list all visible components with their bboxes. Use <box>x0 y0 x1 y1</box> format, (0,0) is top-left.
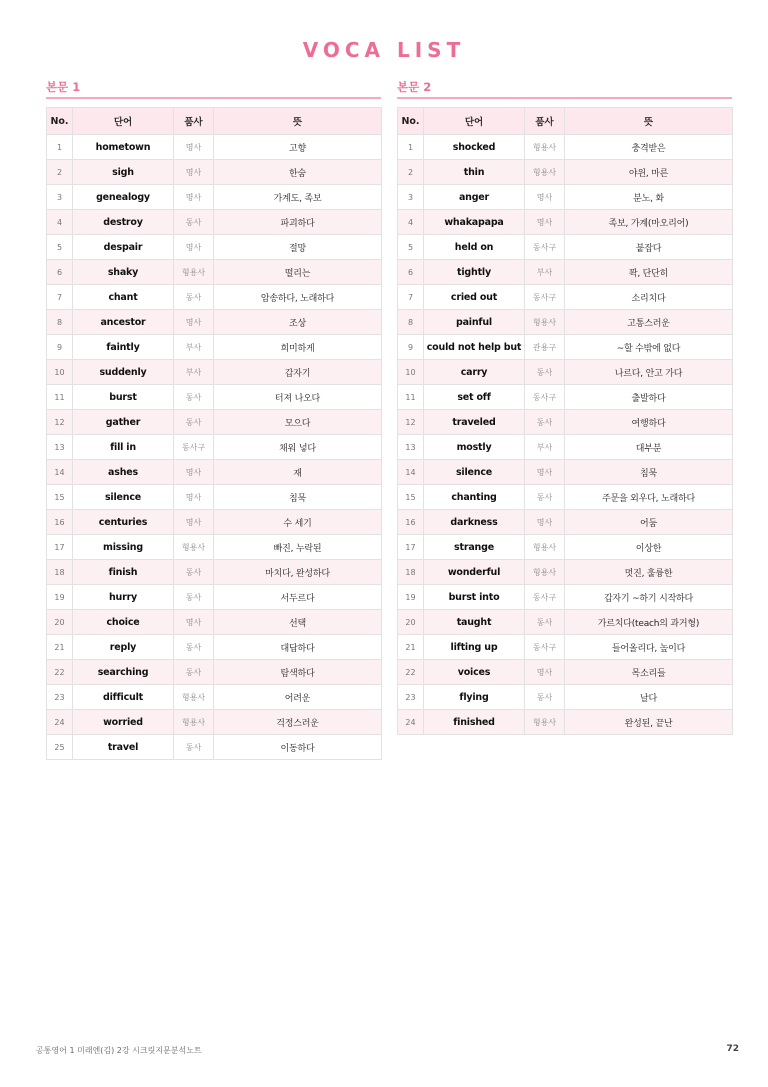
row-word: held on <box>424 235 525 260</box>
row-number: 16 <box>47 510 73 535</box>
table-row <box>47 735 382 760</box>
row-meaning: 소리치다 <box>565 285 733 310</box>
row-part-of-speech: 형용사 <box>174 710 214 735</box>
row-meaning: ~할 수밖에 없다 <box>565 335 733 360</box>
row-word: mostly <box>424 435 525 460</box>
table-row <box>47 385 382 410</box>
table-row <box>398 510 733 535</box>
row-part-of-speech: 형용사 <box>525 535 565 560</box>
row-meaning: 모으다 <box>214 410 382 435</box>
row-number: 5 <box>398 235 424 260</box>
row-number: 25 <box>47 735 73 760</box>
row-meaning: 목소리들 <box>565 660 733 685</box>
row-number: 6 <box>398 260 424 285</box>
row-word: burst <box>73 385 174 410</box>
row-word: missing <box>73 535 174 560</box>
row-word: cried out <box>424 285 525 310</box>
table-row <box>398 710 733 735</box>
row-word: lifting up <box>424 635 525 660</box>
row-part-of-speech: 명사 <box>525 210 565 235</box>
section-1 <box>46 78 381 760</box>
row-part-of-speech: 동사 <box>174 635 214 660</box>
row-meaning: 가르치다(teach의 과거형) <box>565 610 733 635</box>
row-meaning: 출발하다 <box>565 385 733 410</box>
row-part-of-speech: 동사구 <box>525 385 565 410</box>
row-meaning: 여행하다 <box>565 410 733 435</box>
row-meaning: 마치다, 완성하다 <box>214 560 382 585</box>
row-part-of-speech: 형용사 <box>174 685 214 710</box>
row-meaning: 조상 <box>214 310 382 335</box>
header-pos: 품사 <box>174 108 214 135</box>
table-row <box>47 135 382 160</box>
row-word: faintly <box>73 335 174 360</box>
row-word: travel <box>73 735 174 760</box>
row-number: 21 <box>398 635 424 660</box>
row-part-of-speech: 명사 <box>525 460 565 485</box>
table-row <box>398 260 733 285</box>
row-part-of-speech: 동사 <box>525 410 565 435</box>
row-word: silence <box>424 460 525 485</box>
row-meaning: 암송하다, 노래하다 <box>214 285 382 310</box>
row-part-of-speech: 명사 <box>525 185 565 210</box>
row-meaning: 한숨 <box>214 160 382 185</box>
table-row <box>398 335 733 360</box>
row-word: ancestor <box>73 310 174 335</box>
row-part-of-speech: 동사 <box>525 610 565 635</box>
row-number: 6 <box>47 260 73 285</box>
row-word: despair <box>73 235 174 260</box>
row-meaning: 멋진, 훌륭한 <box>565 560 733 585</box>
table-row <box>47 635 382 660</box>
table-row <box>47 285 382 310</box>
row-meaning: 이상한 <box>565 535 733 560</box>
row-meaning: 어둠 <box>565 510 733 535</box>
row-meaning: 희미하게 <box>214 335 382 360</box>
header-word: 단어 <box>73 108 174 135</box>
table-row <box>398 185 733 210</box>
row-part-of-speech: 명사 <box>174 510 214 535</box>
row-word: silence <box>73 485 174 510</box>
header-no: No. <box>47 108 73 135</box>
row-meaning: 나르다, 안고 가다 <box>565 360 733 385</box>
row-number: 24 <box>398 710 424 735</box>
row-word: flying <box>424 685 525 710</box>
table-row <box>47 310 382 335</box>
row-word: reply <box>73 635 174 660</box>
row-meaning: 침묵 <box>214 485 382 510</box>
row-part-of-speech: 명사 <box>174 460 214 485</box>
row-meaning: 탐색하다 <box>214 660 382 685</box>
row-meaning: 수 세기 <box>214 510 382 535</box>
row-word: worried <box>73 710 174 735</box>
section-2 <box>397 78 732 735</box>
row-number: 11 <box>398 385 424 410</box>
row-part-of-speech: 동사 <box>174 585 214 610</box>
row-word: taught <box>424 610 525 635</box>
row-word: voices <box>424 660 525 685</box>
row-number: 3 <box>398 185 424 210</box>
table-row <box>398 585 733 610</box>
vocab-table <box>397 107 733 735</box>
row-word: set off <box>424 385 525 410</box>
row-meaning: 날다 <box>565 685 733 710</box>
table-row <box>398 360 733 385</box>
table-body <box>47 135 382 760</box>
row-number: 18 <box>47 560 73 585</box>
table-row <box>47 535 382 560</box>
row-word: destroy <box>73 210 174 235</box>
row-part-of-speech: 관용구 <box>525 335 565 360</box>
row-part-of-speech: 형용사 <box>174 260 214 285</box>
table-row <box>398 485 733 510</box>
row-word: whakapapa <box>424 210 525 235</box>
table-row <box>398 160 733 185</box>
row-number: 13 <box>47 435 73 460</box>
row-word: darkness <box>424 510 525 535</box>
row-meaning: 빠진, 누락된 <box>214 535 382 560</box>
table-row <box>47 560 382 585</box>
row-number: 1 <box>398 135 424 160</box>
row-word: suddenly <box>73 360 174 385</box>
row-word: centuries <box>73 510 174 535</box>
row-number: 17 <box>47 535 73 560</box>
row-number: 2 <box>398 160 424 185</box>
row-word: hurry <box>73 585 174 610</box>
row-part-of-speech: 동사 <box>525 485 565 510</box>
row-part-of-speech: 부사 <box>525 260 565 285</box>
row-word: gather <box>73 410 174 435</box>
header-meaning: 뜻 <box>214 108 382 135</box>
row-part-of-speech: 부사 <box>174 335 214 360</box>
table-row <box>47 610 382 635</box>
header-word: 단어 <box>424 108 525 135</box>
header-no: No. <box>398 108 424 135</box>
table-row <box>47 185 382 210</box>
table-row <box>398 235 733 260</box>
table-row <box>398 435 733 460</box>
table-row <box>398 635 733 660</box>
row-meaning: 절망 <box>214 235 382 260</box>
row-word: searching <box>73 660 174 685</box>
row-part-of-speech: 동사구 <box>525 635 565 660</box>
table-row <box>47 710 382 735</box>
table-row <box>47 235 382 260</box>
row-part-of-speech: 동사 <box>174 660 214 685</box>
row-meaning: 서두르다 <box>214 585 382 610</box>
row-meaning: 족보, 가계(마오리어) <box>565 210 733 235</box>
row-meaning: 침묵 <box>565 460 733 485</box>
section-label: 본문 2 <box>397 78 732 99</box>
row-meaning: 들어올리다, 높이다 <box>565 635 733 660</box>
row-number: 3 <box>47 185 73 210</box>
table-row <box>47 460 382 485</box>
row-part-of-speech: 명사 <box>525 660 565 685</box>
row-word: painful <box>424 310 525 335</box>
row-part-of-speech: 명사 <box>174 485 214 510</box>
row-number: 22 <box>398 660 424 685</box>
row-word: chant <box>73 285 174 310</box>
row-meaning: 걱정스러운 <box>214 710 382 735</box>
row-number: 20 <box>398 610 424 635</box>
row-number: 19 <box>398 585 424 610</box>
row-meaning: 대부분 <box>565 435 733 460</box>
row-word: shaky <box>73 260 174 285</box>
row-part-of-speech: 부사 <box>525 435 565 460</box>
table-row <box>398 535 733 560</box>
row-number: 12 <box>47 410 73 435</box>
row-meaning: 어려운 <box>214 685 382 710</box>
row-meaning: 채워 넣다 <box>214 435 382 460</box>
row-number: 17 <box>398 535 424 560</box>
row-meaning: 야윈, 마른 <box>565 160 733 185</box>
row-number: 12 <box>398 410 424 435</box>
row-number: 15 <box>47 485 73 510</box>
table-row <box>47 660 382 685</box>
row-word: choice <box>73 610 174 635</box>
row-number: 8 <box>398 310 424 335</box>
row-part-of-speech: 동사 <box>174 285 214 310</box>
row-part-of-speech: 동사 <box>174 410 214 435</box>
row-meaning: 고통스러운 <box>565 310 733 335</box>
row-part-of-speech: 명사 <box>174 185 214 210</box>
row-part-of-speech: 동사 <box>174 560 214 585</box>
row-part-of-speech: 명사 <box>174 610 214 635</box>
row-word: sigh <box>73 160 174 185</box>
table-row <box>398 210 733 235</box>
row-number: 9 <box>398 335 424 360</box>
row-word: carry <box>424 360 525 385</box>
row-number: 9 <box>47 335 73 360</box>
row-meaning: 선택 <box>214 610 382 635</box>
row-part-of-speech: 동사 <box>525 685 565 710</box>
row-word: finished <box>424 710 525 735</box>
row-word: hometown <box>73 135 174 160</box>
row-word: finish <box>73 560 174 585</box>
row-meaning: 완성된, 끝난 <box>565 710 733 735</box>
table-row <box>47 435 382 460</box>
table-row <box>47 260 382 285</box>
row-part-of-speech: 형용사 <box>525 135 565 160</box>
table-row <box>398 460 733 485</box>
table-body <box>398 135 733 735</box>
table-row <box>47 685 382 710</box>
row-word: tightly <box>424 260 525 285</box>
row-meaning: 이동하다 <box>214 735 382 760</box>
row-number: 10 <box>47 360 73 385</box>
row-part-of-speech: 동사 <box>174 210 214 235</box>
row-number: 21 <box>47 635 73 660</box>
row-part-of-speech: 명사 <box>174 160 214 185</box>
row-number: 11 <box>47 385 73 410</box>
row-part-of-speech: 명사 <box>174 310 214 335</box>
row-part-of-speech: 명사 <box>174 135 214 160</box>
row-number: 5 <box>47 235 73 260</box>
row-word: genealogy <box>73 185 174 210</box>
table-header-row <box>398 108 733 135</box>
section-label: 본문 1 <box>46 78 381 99</box>
row-meaning: 터져 나오다 <box>214 385 382 410</box>
table-row <box>47 335 382 360</box>
row-meaning: 고향 <box>214 135 382 160</box>
row-number: 1 <box>47 135 73 160</box>
row-word: traveled <box>424 410 525 435</box>
row-word: ashes <box>73 460 174 485</box>
row-part-of-speech: 형용사 <box>525 710 565 735</box>
row-meaning: 떨리는 <box>214 260 382 285</box>
row-meaning: 갑자기 ~하기 시작하다 <box>565 585 733 610</box>
table-row <box>47 585 382 610</box>
table-row <box>398 385 733 410</box>
table-row <box>398 135 733 160</box>
row-part-of-speech: 동사 <box>174 385 214 410</box>
row-part-of-speech: 명사 <box>525 510 565 535</box>
row-part-of-speech: 형용사 <box>525 160 565 185</box>
row-meaning: 재 <box>214 460 382 485</box>
row-meaning: 분노, 화 <box>565 185 733 210</box>
row-word: thin <box>424 160 525 185</box>
row-meaning: 갑자기 <box>214 360 382 385</box>
row-part-of-speech: 동사 <box>174 735 214 760</box>
row-meaning: 대답하다 <box>214 635 382 660</box>
row-part-of-speech: 부사 <box>174 360 214 385</box>
table-row <box>398 610 733 635</box>
row-word: burst into <box>424 585 525 610</box>
row-word: could not help but <box>424 335 525 360</box>
row-number: 2 <box>47 160 73 185</box>
row-part-of-speech: 동사구 <box>174 435 214 460</box>
row-number: 19 <box>47 585 73 610</box>
row-number: 13 <box>398 435 424 460</box>
row-number: 22 <box>47 660 73 685</box>
header-meaning: 뜻 <box>565 108 733 135</box>
row-part-of-speech: 형용사 <box>525 560 565 585</box>
row-part-of-speech: 동사 <box>525 360 565 385</box>
row-number: 8 <box>47 310 73 335</box>
row-meaning: 충격받은 <box>565 135 733 160</box>
row-meaning: 붙잡다 <box>565 235 733 260</box>
row-word: strange <box>424 535 525 560</box>
row-number: 4 <box>398 210 424 235</box>
table-row <box>47 510 382 535</box>
row-word: anger <box>424 185 525 210</box>
header-pos: 품사 <box>525 108 565 135</box>
row-meaning: 주문을 외우다, 노래하다 <box>565 485 733 510</box>
row-part-of-speech: 형용사 <box>525 310 565 335</box>
row-number: 18 <box>398 560 424 585</box>
page-number: 72 <box>726 1044 739 1054</box>
row-part-of-speech: 명사 <box>174 235 214 260</box>
table-row <box>47 360 382 385</box>
row-number: 4 <box>47 210 73 235</box>
table-row <box>47 160 382 185</box>
row-number: 10 <box>398 360 424 385</box>
row-word: chanting <box>424 485 525 510</box>
table-row <box>398 660 733 685</box>
row-number: 23 <box>47 685 73 710</box>
table-row <box>398 685 733 710</box>
row-part-of-speech: 동사구 <box>525 285 565 310</box>
row-number: 14 <box>398 460 424 485</box>
table-row <box>47 410 382 435</box>
row-number: 15 <box>398 485 424 510</box>
row-number: 7 <box>47 285 73 310</box>
row-number: 24 <box>47 710 73 735</box>
row-part-of-speech: 동사구 <box>525 235 565 260</box>
row-word: difficult <box>73 685 174 710</box>
table-row <box>398 410 733 435</box>
row-number: 7 <box>398 285 424 310</box>
row-word: shocked <box>424 135 525 160</box>
table-row <box>47 485 382 510</box>
row-number: 23 <box>398 685 424 710</box>
row-meaning: 가계도, 족보 <box>214 185 382 210</box>
row-number: 14 <box>47 460 73 485</box>
row-number: 20 <box>47 610 73 635</box>
table-row <box>398 560 733 585</box>
row-number: 16 <box>398 510 424 535</box>
vocab-table <box>46 107 382 760</box>
row-meaning: 꽉, 단단히 <box>565 260 733 285</box>
row-part-of-speech: 동사구 <box>525 585 565 610</box>
row-meaning: 파괴하다 <box>214 210 382 235</box>
table-header-row <box>47 108 382 135</box>
row-part-of-speech: 형용사 <box>174 535 214 560</box>
table-row <box>398 310 733 335</box>
row-word: fill in <box>73 435 174 460</box>
table-row <box>47 210 382 235</box>
table-row <box>398 285 733 310</box>
page-title: VOCA LIST <box>302 38 466 62</box>
row-word: wonderful <box>424 560 525 585</box>
footer-text: 공통영어 1 미래엔(김) 2강 시크릿지문분석노트 <box>36 1046 202 1055</box>
